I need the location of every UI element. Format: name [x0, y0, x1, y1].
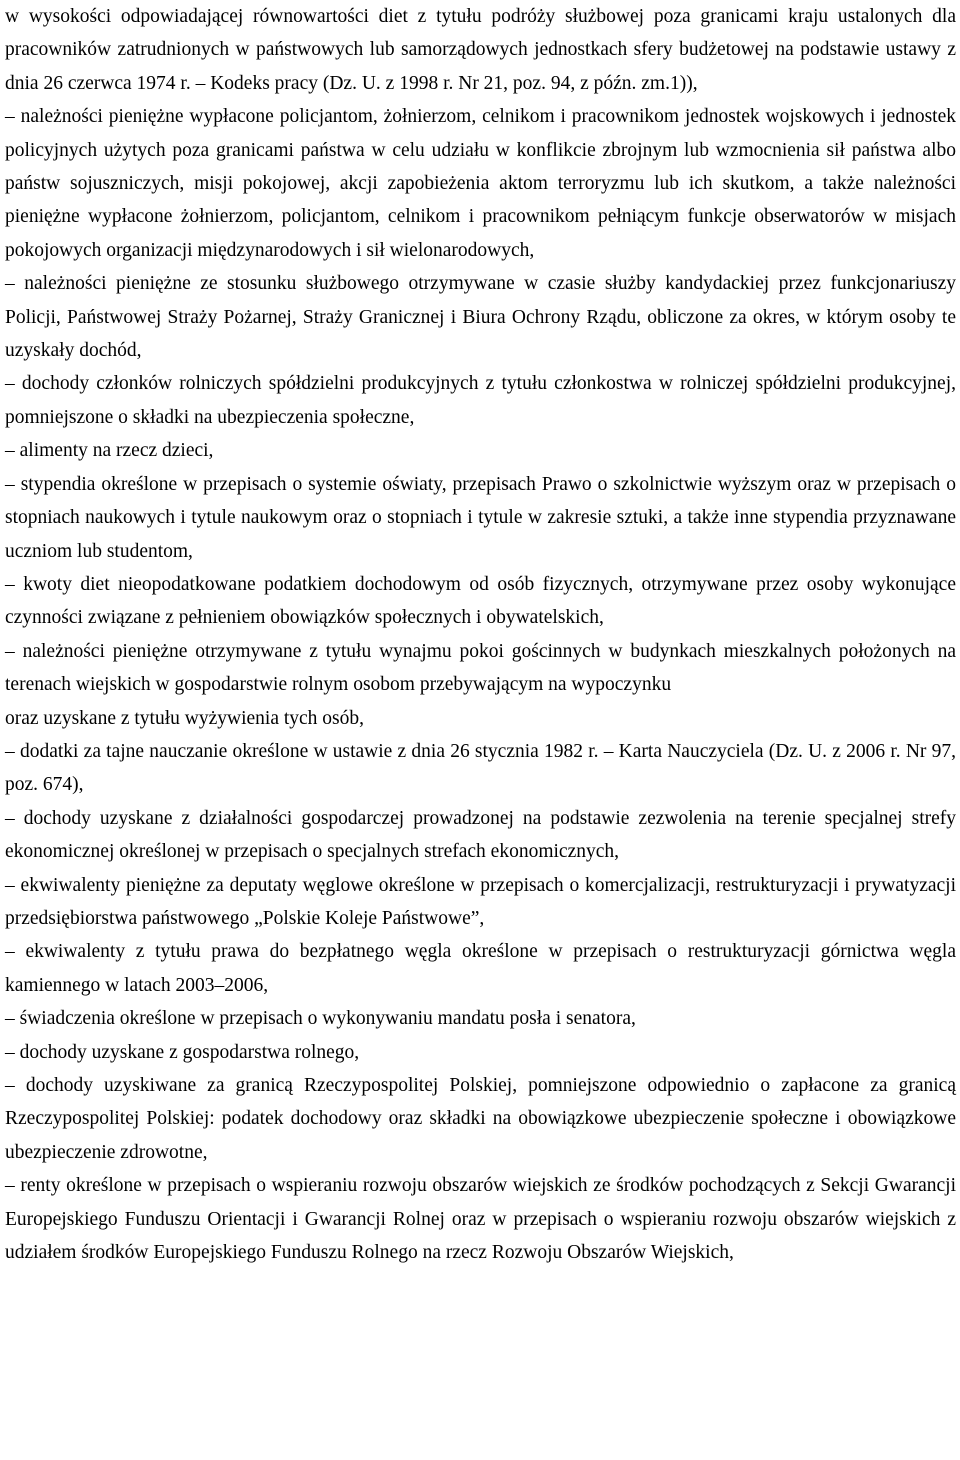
- list-item-cooperative-income: – dochody członków rolniczych spółdzielni produkcyjnych z tytułu członkostwa w rolniczej spółdzielni produkcyjnej, pomniejszone o składki na ubezpieczenia społeczne,: [5, 373, 956, 428]
- list-item-economic-zone: – dochody uzyskane z działalności gospodarczej prowadzonej na podstawie zezwolenia na terenie specjalnej strefy ekonomicznej określonej w przepisach o specjalnych strefach ekonomicznych,: [5, 807, 956, 863]
- list-item-candidate-service: – należności pieniężne ze stosunku służbowego otrzymywane w czasie służby kandydackiej przez funkcjonariuszy Policji, Państwowej Straży Pożarnej, Straży Granicznej i Biura Ochrony Rządu, obliczone za okres, w którym osoby te uzyskały dochód,: [5, 273, 956, 362]
- list-item-alimony: – alimenty na rzecz dzieci,: [5, 440, 214, 462]
- list-item-guest-rooms: – należności pieniężne otrzymywane z tytułu wynajmu pokoi gościnnych w budynkach mieszkalnych położonych na terenach wiejskich w gospodarstwie rolnym osobom przebywającym na wypoczynku: [5, 640, 956, 696]
- list-item-farm-income: – dochody uzyskane z gospodarstwa rolnego,: [5, 1041, 360, 1063]
- paragraph-continuation: w wysokości odpowiadającej równowartości diet z tytułu podróży służbowej poza granicami kraju ustalonych dla pracowników zatrudnionych w państwowych lub samorządowych jednostkach sfery budżetowej na podstawie ustawy z dnia 26 czerwca 1974 r. – Kodeks pracy (Dz. U. z 1998 r. Nr 21, poz. 94, z późn. zm.1)),: [5, 6, 956, 94]
- paragraph-guest-meals: oraz uzyskane z tytułu wyżywienia tych osób,: [5, 707, 365, 729]
- list-item-secret-teaching: – dodatki za tajne nauczanie określone w ustawie z dnia 26 stycznia 1982 r. – Karta Nauczyciela (Dz. U. z 2006 r. Nr 97, poz. 674),: [5, 740, 956, 796]
- list-item-foreign-income: – dochody uzyskiwane za granicą Rzeczypospolitej Polskiej, pomniejszone odpowiednio o zapłacone za granicą Rzeczypospolitej Polskiej: podatek dochodowy oraz składki na obowiązkowe ubezpieczenie społeczne i obowiązkowe ubezpieczenie zdrowotne,: [5, 1075, 956, 1163]
- list-item-missions: – należności pieniężne wypłacone policjantom, żołnierzom, celnikom i pracownikom jednostek wojskowych i jednostek policyjnych użytych poza granicami państwa w celu udziału w konflikcie zbrojnym lub wzmocnienia sił państwa albo państw sojuszniczych, misji pokojowej, akcji zapobieżenia aktom terroryzmu lub ich skutkom, a także należności pieniężne wypłacone żołnierzom, policjantom, celnikom i pracownikom pełniącym funkcje obserwatorów w misjach pokojowych organizacji międzynarodowych i sił wielonarodowych,: [5, 106, 956, 261]
- list-item-scholarships: – stypendia określone w przepisach o systemie oświaty, przepisach Prawo o szkolnictwie wyższym oraz w przepisach o stopniach naukowych i tytule naukowym oraz o stopniach i tytule w zakresie sztuki, a także inne stypendia przyznawane uczniom lub studentom,: [5, 473, 956, 562]
- list-item-mandate: – świadczenia określone w przepisach o wykonywaniu mandatu posła i senatora,: [5, 1008, 636, 1030]
- list-item-free-coal: – ekwiwalenty z tytułu prawa do bezpłatnego węgla określone w przepisach o restrukturyzacji górnictwa węgla kamiennego w latach 2003–2006,: [5, 941, 956, 996]
- list-item-rural-pensions: – renty określone w przepisach o wspieraniu rozwoju obszarów wiejskich ze środków pochodzących z Sekcji Gwarancji Europejskiego Funduszu Orientacji i Gwarancji Rolnej oraz w przepisach o wspieraniu rozwoju obszarów wiejskich z udziałem środków Europejskiego Funduszu Rolnego na rzecz Rozwoju Obszarów Wiejskich,: [5, 1175, 956, 1264]
- list-item-diets: – kwoty diet nieopodatkowane podatkiem dochodowym od osób fizycznych, otrzymywane przez osoby wykonujące czynności związane z pełnieniem obowiązków społecznych i obywatelskich,: [5, 573, 956, 629]
- list-item-coal-deputates: – ekwiwalenty pieniężne za deputaty węglowe określone w przepisach o komercjalizacji, restrukturyzacji i prywatyzacji przedsiębiorstwa państwowego „Polskie Koleje Państwowe”,: [5, 874, 956, 929]
